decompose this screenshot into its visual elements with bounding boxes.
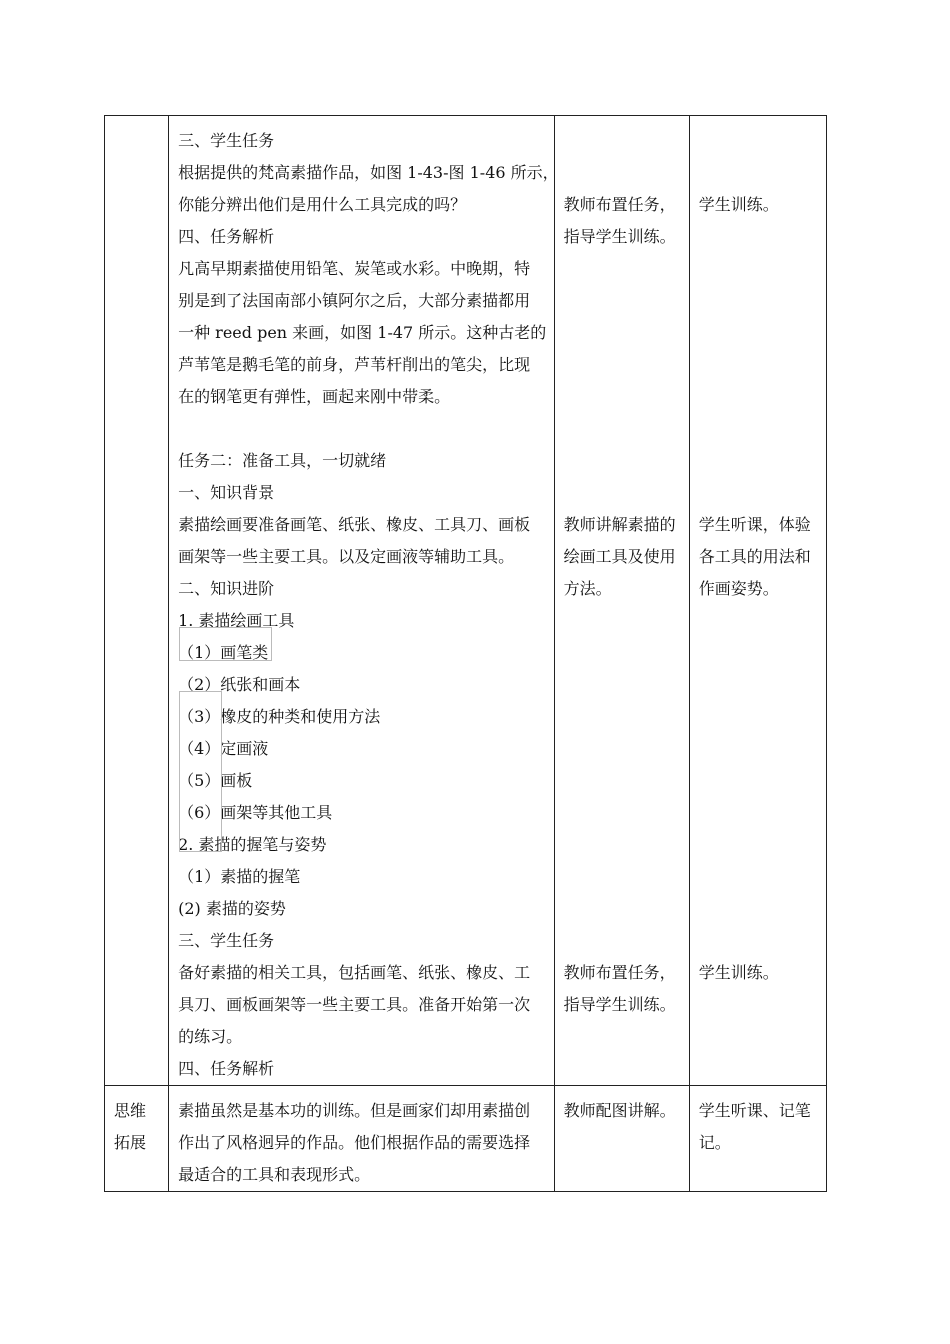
content-line: 芦苇笔是鹅毛笔的前身，芦苇杆削出的笔尖，比现 bbox=[178, 355, 531, 374]
selection-frame bbox=[179, 691, 222, 852]
teacher-activity-line: 教师布置任务， bbox=[563, 195, 676, 214]
content-line: 的练习。 bbox=[178, 1027, 243, 1046]
content-line: 三、学生任务 bbox=[178, 131, 275, 150]
teacher-activity-cell bbox=[554, 116, 689, 1086]
student-activity-line: 作画姿势。 bbox=[698, 579, 779, 598]
content-line: （1）画笔类 bbox=[178, 643, 269, 662]
content-line: 凡高早期素描使用铅笔、炭笔或水彩。中晚期，特 bbox=[178, 259, 531, 278]
teacher-activity-line: 教师讲解素描的 bbox=[563, 515, 676, 534]
content-line: 任务二：准备工具，一切就绪 bbox=[178, 451, 387, 470]
content-line: 别是到了法国南部小镇阿尔之后，大部分素描都用 bbox=[178, 291, 531, 310]
teacher-activity-cell bbox=[554, 1086, 689, 1192]
section-label-line: 拓展 bbox=[114, 1133, 147, 1152]
student-activity-line: 各工具的用法和 bbox=[698, 547, 811, 566]
student-activity-line: 学生训练。 bbox=[698, 963, 779, 982]
content-line: （4）定画液 bbox=[178, 739, 269, 758]
content-line: (2) 素描的姿势 bbox=[178, 899, 286, 918]
teacher-activity-line: 绘画工具及使用 bbox=[563, 547, 676, 566]
selection-frame bbox=[179, 627, 272, 661]
student-activity-line: 学生听课、记笔 bbox=[698, 1101, 811, 1120]
content-line: 作出了风格迥异的作品。他们根据作品的需要选择 bbox=[178, 1133, 531, 1152]
content-line: 一种 reed pen 来画，如图 1-47 所示。这种古老的 bbox=[178, 323, 547, 342]
teacher-activity-line: 教师配图讲解。 bbox=[563, 1101, 676, 1120]
content-line: 三、学生任务 bbox=[178, 931, 275, 950]
content-line: （6）画架等其他工具 bbox=[178, 803, 333, 822]
content-line: 二、知识进阶 bbox=[178, 579, 275, 598]
section-label-line: 思维 bbox=[114, 1101, 147, 1120]
content-line: 你能分辨出他们是用什么工具完成的吗？ bbox=[178, 195, 467, 214]
content-line: 最适合的工具和表现形式。 bbox=[178, 1165, 371, 1184]
teacher-activity-line: 指导学生训练。 bbox=[563, 995, 676, 1014]
content-line: 四、任务解析 bbox=[178, 227, 275, 246]
teacher-activity-line: 指导学生训练。 bbox=[563, 227, 676, 246]
content-line: 具刀、画板画架等一些主要工具。准备开始第一次 bbox=[178, 995, 531, 1014]
content-line: 素描虽然是基本功的训练。但是画家们却用素描创 bbox=[178, 1101, 531, 1120]
content-line: 在的钢笔更有弹性，画起来刚中带柔。 bbox=[178, 387, 451, 406]
content-line: （5）画板 bbox=[178, 771, 253, 790]
content-line: 2. 素描的握笔与姿势 bbox=[178, 835, 327, 854]
content-line: 一、知识背景 bbox=[178, 483, 275, 502]
table-row bbox=[105, 1086, 827, 1192]
student-activity-cell bbox=[689, 116, 826, 1086]
teacher-activity-line: 教师布置任务， bbox=[563, 963, 676, 982]
content-line: 四、任务解析 bbox=[178, 1059, 275, 1078]
content-line: （1）素描的握笔 bbox=[178, 867, 301, 886]
student-activity-line: 学生训练。 bbox=[698, 195, 779, 214]
content-line: 1. 素描绘画工具 bbox=[178, 611, 295, 630]
table-row bbox=[105, 116, 827, 1086]
section-label-cell bbox=[105, 116, 169, 1086]
content-line: （2）纸张和画本 bbox=[178, 675, 301, 694]
student-activity-line: 记。 bbox=[698, 1133, 731, 1152]
student-activity-cell bbox=[689, 1086, 826, 1192]
student-activity-line: 学生听课，体验 bbox=[698, 515, 811, 534]
section-label-cell bbox=[105, 1086, 169, 1192]
content-cell bbox=[169, 116, 559, 1086]
content-line: 画架等一些主要工具。以及定画液等辅助工具。 bbox=[178, 547, 515, 566]
content-line: （3）橡皮的种类和使用方法 bbox=[178, 707, 381, 726]
content-line: 根据提供的梵高素描作品，如图 1-43-图 1-46 所示， bbox=[178, 163, 559, 182]
content-cell bbox=[169, 1086, 555, 1192]
teacher-activity-line: 方法。 bbox=[563, 579, 612, 598]
content-line: 素描绘画要准备画笔、纸张、橡皮、工具刀、画板 bbox=[178, 515, 531, 534]
content-line: 备好素描的相关工具，包括画笔、纸张、橡皮、工 bbox=[178, 963, 531, 982]
